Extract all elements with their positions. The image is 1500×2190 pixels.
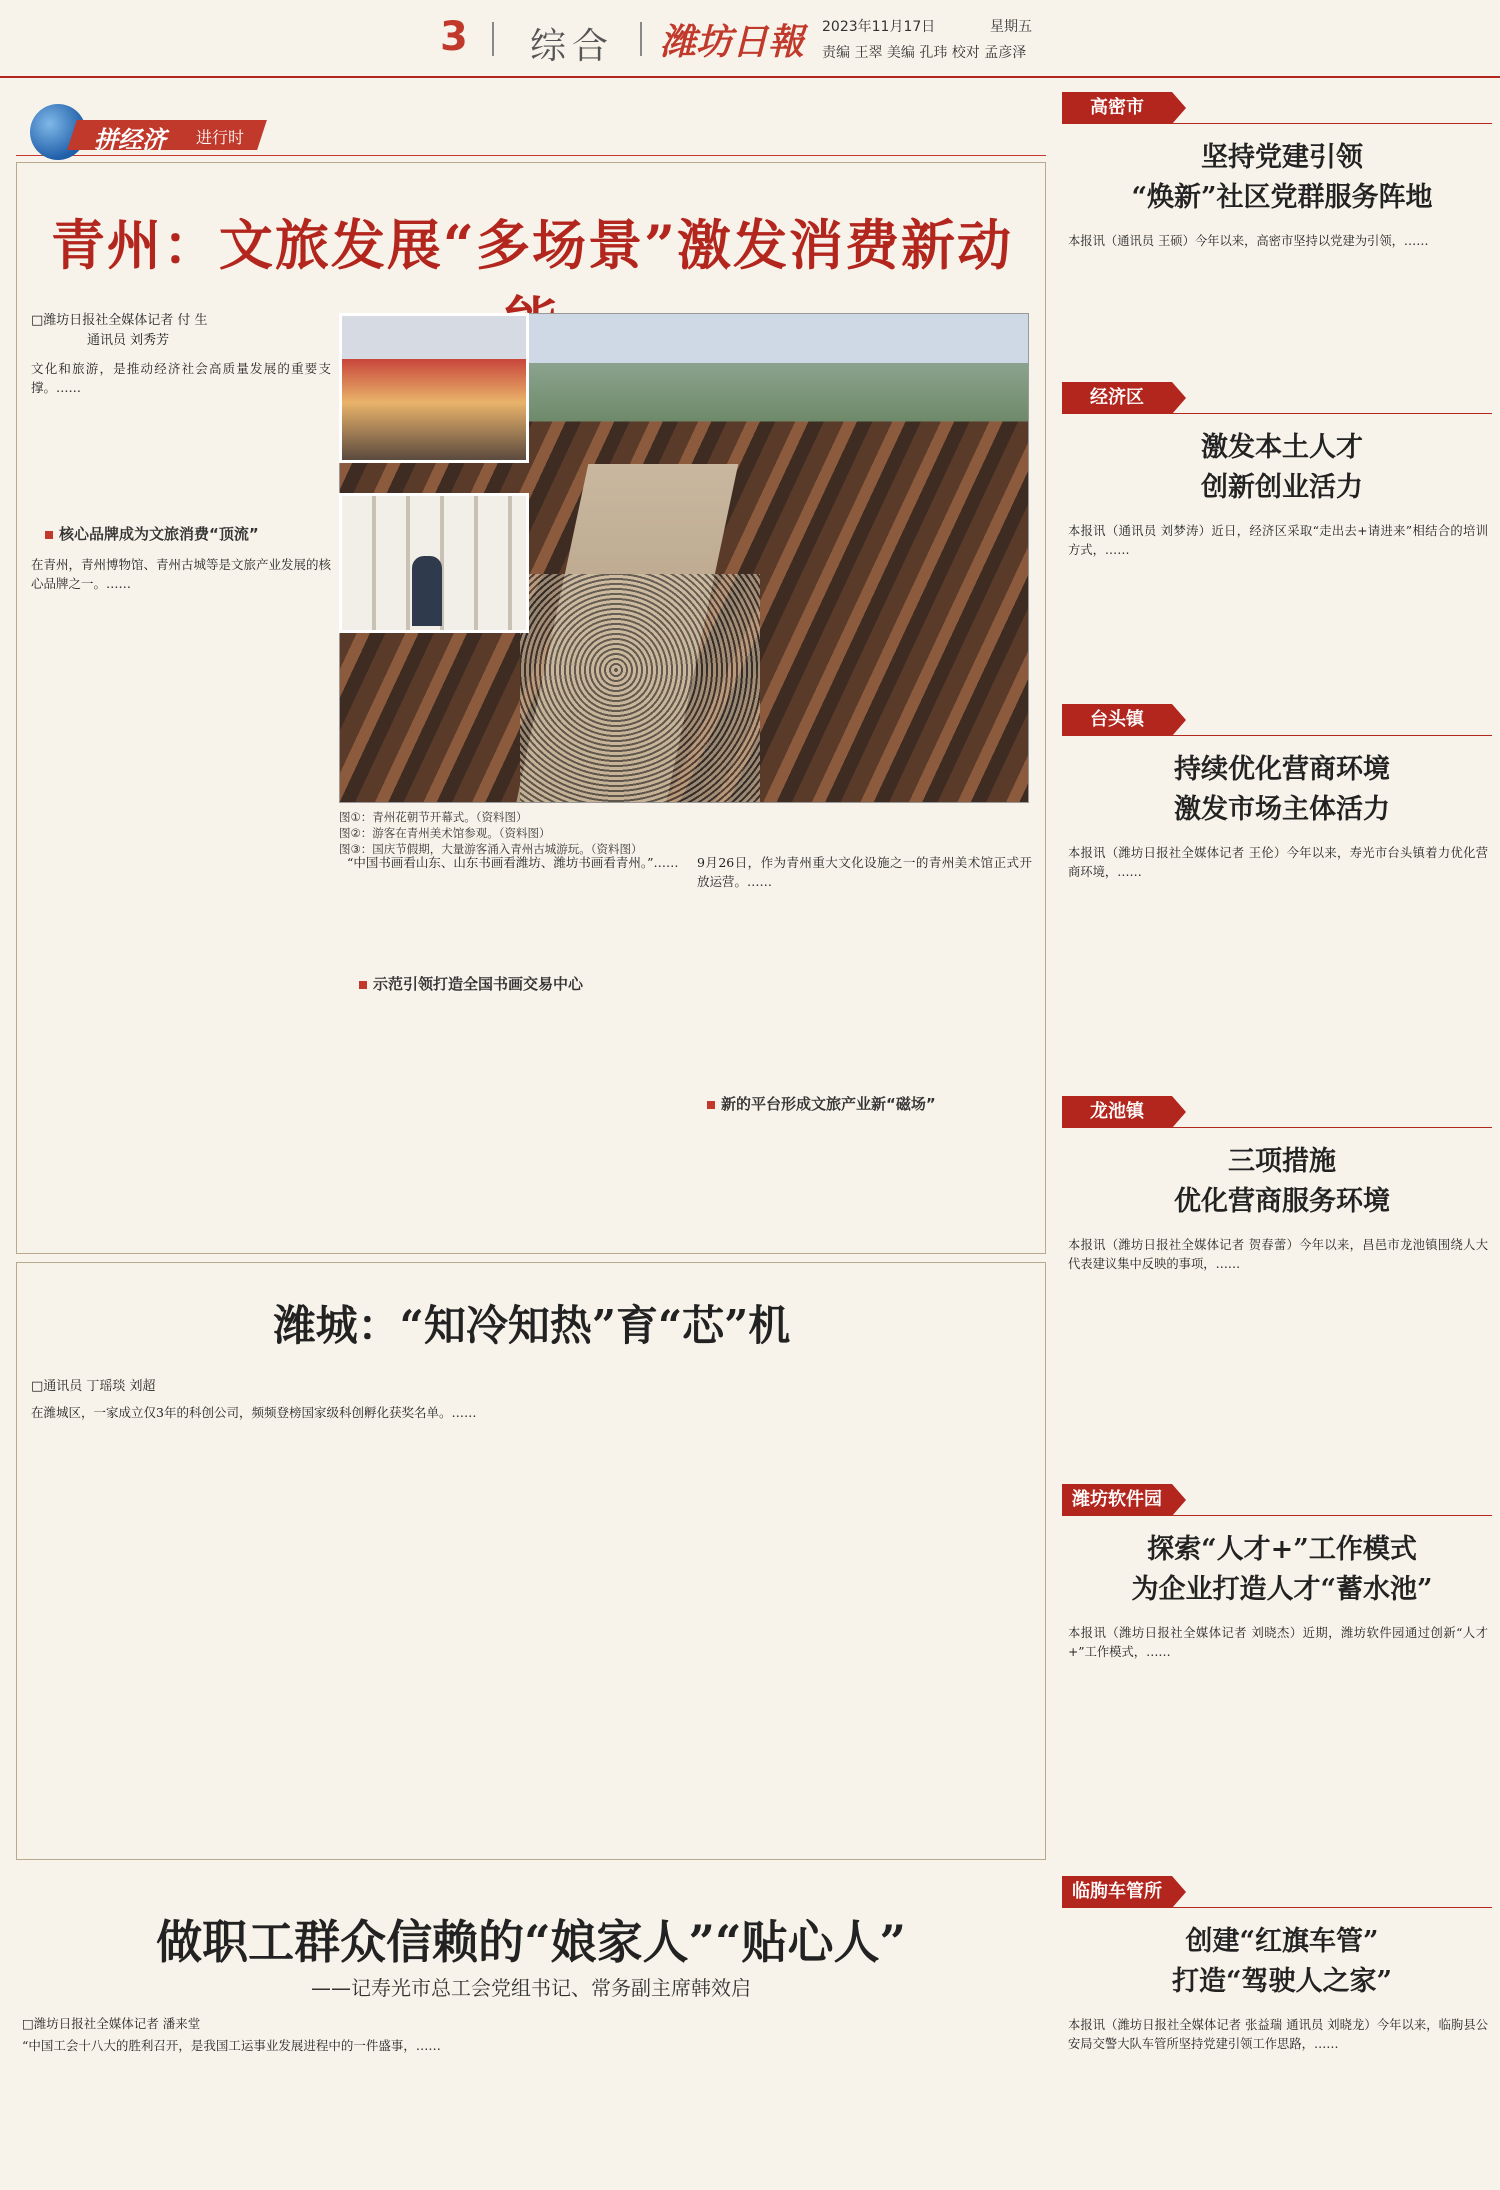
article-headline: 潍城：“知冷知热”育“芯”机 [273,1301,791,1350]
masthead [0,0,1500,78]
article-body: “中国工会十八大的胜利召开，是我国工运事业发展进程中的一件盛事，…… [22,2038,441,2053]
photo-caption: 图③：国庆节假期，大量游客涌入青州古城游玩。（资料图） [339,842,643,856]
banner-sublabel: 进行时 [196,128,245,147]
article-byline [31,311,271,351]
brief-body: 本报讯（潍坊日报社全媒体记者 贺春蕾）今年以来，昌邑市龙池镇围绕人大代表建议集中反映的事项，…… [1068,1238,1488,1271]
brief-rule [1062,735,1492,736]
brief-title: 坚持党建引领 [1201,142,1363,173]
brief-linqu-dmv [1062,1876,1492,2176]
photo-festival-stage [339,313,529,463]
article-shouguang-union [16,1868,1046,2180]
section-name: 综合 [530,26,615,67]
article-subhead: 核心品牌成为文旅消费“顶流” [45,523,259,544]
photo-caption: 图②：游客在青州美术馆参观。（资料图） [339,826,551,840]
brief-title: 为企业打造人才“蓄水池” [1131,1574,1433,1605]
article-weicheng [16,1262,1046,1860]
brief-tag: 潍坊软件园 [1062,1484,1172,1516]
brief-title: 探索“人才+”工作模式 [1147,1534,1417,1565]
banner-label: 拼经济 [94,126,166,154]
photo-visitor [412,556,442,626]
brief-rule [1062,1127,1492,1128]
brief-title: 创建“红旗车管” [1185,1926,1379,1957]
article-subhead: 新的平台形成文旅产业新“磁场” [707,1093,936,1114]
article-body-section: “中国书画看山东、山东书画看潍坊、潍坊书画看青州。”…… [347,855,679,870]
article-headline: 青州：文旅发展“多场景”激发消费新动 [50,213,1014,277]
newspaper-logo: 潍坊日報 [660,21,805,63]
news-brief-sidebar [1062,92,1492,2182]
byline-reporter: □潍坊日报社全媒体记者 付 生 [31,313,208,328]
photo-captions [339,809,1039,857]
brief-tag: 龙池镇 [1062,1096,1172,1128]
brief-body: 本报讯（通讯员 刘梦涛）近日，经济区采取“走出去+请进来”相结合的培训方式，…… [1068,524,1488,557]
brief-rule [1062,1515,1492,1516]
article-qingzhou [16,162,1046,1254]
article-byline: □通讯员 丁瑶琰 刘超 [31,1379,156,1394]
article-headline: 做职工群众信赖的“娘家人”“贴心人” [156,1915,906,1969]
photo-crowd [520,574,760,803]
article-byline: □潍坊日报社全媒体记者 潘来堂 [22,2016,201,2031]
column-banner [16,112,1046,156]
article-subtitle: ——记寿光市总工会党组书记、常务副主席韩效启 [311,1976,751,2000]
brief-title: 持续优化营商环境 [1174,754,1390,785]
masthead-divider [640,22,642,56]
brief-jingjiqu [1062,382,1492,702]
article-subhead: 示范引领打造全国书画交易中心 [359,973,583,994]
article-body-section: 9月26日，作为青州重大文化设施之一的青州美术馆正式开放运营。…… [697,855,1032,890]
brief-body: 本报讯（通讯员 王硕）今年以来，高密市坚持以党建为引领，…… [1068,234,1429,248]
editor-credits: 责编 王翠 美编 孔玮 校对 孟彦泽 [822,45,1027,61]
brief-gaomi [1062,92,1492,362]
main-column [16,92,1056,2182]
brief-title: “焕新”社区党群服务阵地 [1131,182,1433,213]
brief-body: 本报讯（潍坊日报社全媒体记者 张益瑞 通讯员 刘晓龙）今年以来，临朐县公安局交警大队车管所坚持党建引领工作思路，…… [1068,2018,1488,2051]
brief-tag: 经济区 [1062,382,1172,414]
brief-taitou [1062,704,1492,1094]
article-lead: 文化和旅游，是推动经济社会高质量发展的重要支撑。…… [31,361,331,396]
page-number: 3 [440,14,468,60]
article-body: 在潍城区，一家成立仅3年的科创公司，频频登榜国家级科创孵化获奖名单。…… [31,1405,477,1420]
brief-rule [1062,123,1492,124]
brief-rule [1062,1907,1492,1908]
brief-longchi [1062,1096,1492,1476]
masthead-divider [492,22,494,56]
brief-title: 打造“驾驶人之家” [1171,1966,1393,1997]
brief-title: 激发本土人才 [1201,432,1363,463]
brief-title: 三项措施 [1228,1146,1336,1177]
brief-software-park [1062,1484,1492,1864]
brief-title: 优化营商服务环境 [1174,1186,1390,1217]
byline-correspondent: 通讯员 刘秀芳 [87,333,170,348]
brief-title: 创新创业活力 [1201,472,1363,503]
photo-art-museum [339,493,529,633]
article-body-section: 在青州，青州博物馆、青州古城等是文旅产业发展的核心品牌之一。…… [31,557,331,592]
brief-title: 激发市场主体活力 [1174,794,1390,825]
brief-body: 本报讯（潍坊日报社全媒体记者 王伦）今年以来，寿光市台头镇着力优化营商环境，…… [1068,846,1488,879]
issue-weekday: 星期五 [990,19,1032,35]
photo-caption: 图①：青州花朝节开幕式。（资料图） [339,810,528,824]
brief-tag: 高密市 [1062,92,1172,124]
brief-rule [1062,413,1492,414]
brief-body: 本报讯（潍坊日报社全媒体记者 刘晓杰）近期，潍坊软件园通过创新“人才+”工作模式，…… [1068,1626,1488,1659]
brief-tag: 台头镇 [1062,704,1172,736]
issue-date: 2023年11月17日 [822,19,936,35]
brief-tag: 临朐车管所 [1062,1876,1172,1908]
